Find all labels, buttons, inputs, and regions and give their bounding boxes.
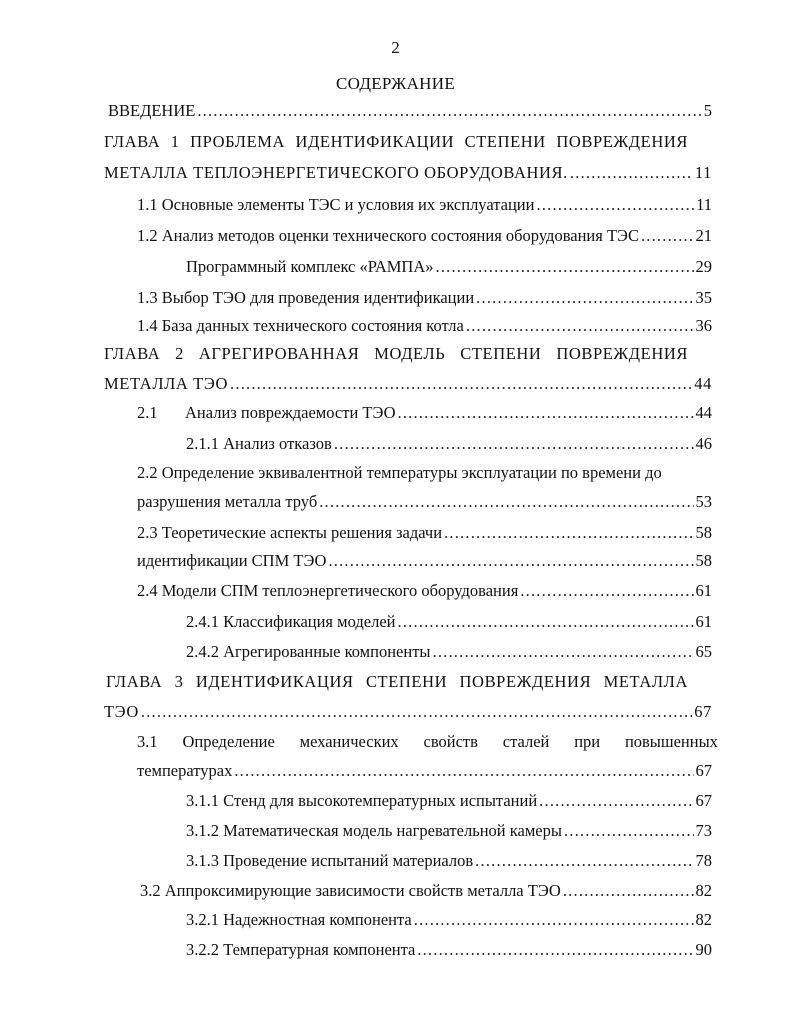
- leader-dots: [466, 315, 694, 337]
- toc-entry: [137, 491, 712, 513]
- toc-entry: [186, 611, 712, 633]
- toc-entry-text: 1.1 Основные элементы ТЭС и условия их эксплуатации: [137, 195, 535, 214]
- toc-entry-text: МЕТАЛЛА ТЭО: [104, 374, 229, 393]
- toc-entry: [108, 100, 712, 122]
- toc-entry-page: 67: [695, 761, 712, 780]
- toc-entry: [186, 641, 712, 663]
- word: повышенных: [624, 732, 718, 751]
- leader-dots: [319, 491, 693, 513]
- toc-entry-page: 11: [694, 163, 712, 182]
- word: СТЕПЕНИ: [464, 132, 546, 151]
- leader-dots: [397, 611, 693, 633]
- toc-entry-text: разрушения металла труб: [137, 492, 318, 511]
- toc-entry-text: 2.3 Теоретические аспекты решения задачи: [137, 523, 443, 542]
- toc-title: СОДЕРЖАНИЕ: [335, 74, 456, 93]
- word: ПРОБЛЕМА: [190, 132, 286, 151]
- leader-dots: [436, 256, 694, 278]
- word: СТЕПЕНИ: [460, 344, 542, 363]
- leader-dots: [475, 850, 693, 872]
- toc-entry-page: 61: [695, 581, 712, 600]
- word: МЕТАЛЛА: [603, 672, 688, 691]
- leader-dots: [197, 100, 701, 122]
- toc-entry-page: 44: [695, 403, 712, 422]
- word: механических: [299, 732, 399, 751]
- toc-entry-text: 2.4.2 Агрегированные компоненты: [186, 642, 431, 661]
- word: 3.1: [137, 732, 158, 751]
- toc-entry-text: 3.1.1 Стенд для высокотемпературных испытаний: [186, 791, 538, 810]
- leader-dots: [334, 433, 694, 455]
- word: 1: [170, 132, 180, 151]
- word: ПОВРЕЖДЕНИЯ: [556, 132, 688, 151]
- word: ПОВРЕЖДЕНИЯ: [556, 344, 688, 363]
- toc-entry-text: 1.4 База данных технического состояния котла: [137, 316, 464, 335]
- toc-entry-page: 46: [695, 434, 712, 453]
- chapter-heading-line: [104, 131, 688, 153]
- toc-entry-page: 58: [695, 523, 712, 542]
- toc-entry-page: 58: [695, 551, 712, 570]
- leader-dots: [563, 880, 694, 902]
- toc-entry-page: 44: [694, 374, 712, 393]
- leader-dots: [398, 402, 694, 424]
- toc-entry-number: 2.1: [137, 403, 158, 422]
- toc-entry: [137, 225, 712, 247]
- toc-entry-text: 3.2 Аппроксимирующие зависимости свойств металла ТЭО: [140, 881, 561, 900]
- toc-entry: [137, 522, 712, 544]
- leader-dots: [417, 939, 693, 961]
- toc-entry-page: 5: [703, 101, 712, 120]
- toc-entry: [186, 820, 712, 842]
- leader-dots: [539, 790, 693, 812]
- toc-entry-page: 67: [695, 791, 712, 810]
- toc-entry-text: 2.4.1 Классификация моделей: [186, 612, 396, 631]
- toc-entry: [104, 373, 712, 395]
- word: МОДЕЛЬ: [374, 344, 446, 363]
- toc-entry: [137, 580, 712, 602]
- toc-entry-text: ТЭО: [104, 702, 139, 721]
- leader-dots: [234, 760, 693, 782]
- toc-entry-text: 3.2.2 Температурная компонента: [186, 940, 416, 959]
- toc-entry-text: 3.1.3 Проведение испытаний материалов: [186, 851, 474, 870]
- toc-entry: [186, 939, 712, 961]
- toc-entry-text: идентификации СПМ ТЭО: [137, 551, 327, 570]
- toc-entry: [140, 880, 712, 902]
- word: ГЛАВА: [104, 344, 161, 363]
- toc-entry: [186, 256, 712, 278]
- toc-entry-page: 35: [695, 288, 712, 307]
- toc-entry: [186, 909, 712, 931]
- word: сталей: [502, 732, 550, 751]
- word: 2: [175, 344, 185, 363]
- toc-entry-page: 29: [695, 257, 712, 276]
- word: свойств: [423, 732, 478, 751]
- toc-entry: [186, 790, 712, 812]
- toc-entry: [137, 194, 712, 216]
- toc-entry-page: 78: [695, 851, 712, 870]
- leader-dots: [328, 550, 693, 572]
- toc-entry: [137, 287, 712, 309]
- toc-entry-text: 2.2 Определение эквивалентной температуры эксплуатации по времени до: [137, 463, 662, 482]
- chapter-heading-line: [104, 343, 688, 365]
- toc-entry-text: 1.2 Анализ методов оценки технического состояния оборудования ТЭС: [137, 226, 639, 245]
- toc-entry-text: 1.3 Выбор ТЭО для проведения идентификации: [137, 288, 475, 307]
- toc-entry-text: ВВЕДЕНИЕ: [108, 101, 196, 120]
- toc-entry-page: 82: [695, 881, 712, 900]
- toc-entry-page: 53: [695, 492, 712, 511]
- chapter-heading-line: [106, 671, 688, 693]
- toc-entry: [137, 550, 712, 572]
- toc-entry-page: 67: [694, 702, 712, 721]
- leader-dots: [444, 522, 693, 544]
- toc-entry-text: 2.4 Модели СПМ теплоэнергетического оборудования: [137, 581, 519, 600]
- toc-entry: [137, 402, 712, 424]
- word: ИДЕНТИФИКАЦИЯ: [195, 672, 354, 691]
- leader-dots: [141, 701, 692, 723]
- word: ИДЕНТИФИКАЦИИ: [295, 132, 455, 151]
- toc-entry-page: 73: [695, 821, 712, 840]
- toc-entry-text: Программный комплекс «РАМПА»: [186, 257, 434, 276]
- toc-entry: [186, 433, 712, 455]
- toc-entry-text: 3.2.1 Надежностная компонента: [186, 910, 412, 929]
- word: при: [574, 732, 601, 751]
- toc-entry-page: 90: [695, 940, 712, 959]
- toc-entry-page: 36: [695, 316, 712, 335]
- toc-entry: [137, 760, 712, 782]
- toc-entry-text: Анализ повреждаемости ТЭО: [185, 403, 396, 422]
- toc-entry-page: 82: [695, 910, 712, 929]
- page-number: 2: [391, 38, 400, 57]
- leader-dots: [476, 287, 693, 309]
- leader-dots: [414, 909, 694, 931]
- toc-entry-page: 11: [696, 195, 712, 214]
- toc-entry: [104, 162, 712, 184]
- toc-entry-text: 2.1.1 Анализ отказов: [186, 434, 332, 453]
- leader-dots: [230, 373, 692, 395]
- word: АГРЕГИРОВАННАЯ: [198, 344, 360, 363]
- word: ГЛАВА: [106, 672, 163, 691]
- leader-dots: [570, 162, 693, 184]
- word: Определение: [182, 732, 275, 751]
- leader-dots: [433, 641, 694, 663]
- toc-entry-text: температурах: [137, 761, 233, 780]
- toc-entry: [137, 315, 712, 337]
- toc-entry-text: МЕТАЛЛА ТЕПЛОЭНЕРГЕТИЧЕСКОГО ОБОРУДОВАНИЯ.: [104, 163, 568, 182]
- word: 3: [174, 672, 184, 691]
- leader-dots: [520, 580, 693, 602]
- leader-dots: [536, 194, 694, 216]
- toc-entry-text: 3.1.2 Математическая модель нагревательной камеры: [186, 821, 562, 840]
- toc-entry-page: 21: [695, 226, 712, 245]
- toc-entry-page: 65: [695, 642, 712, 661]
- toc-entry: [186, 850, 712, 872]
- toc-entry-page: 61: [695, 612, 712, 631]
- word: ПОВРЕЖДЕНИЯ: [459, 672, 592, 691]
- toc-entry-text-line: [137, 731, 718, 753]
- leader-dots: [641, 225, 694, 247]
- toc-entry: [104, 701, 712, 723]
- word: СТЕПЕНИ: [365, 672, 448, 691]
- leader-dots: [564, 820, 694, 842]
- word: ГЛАВА: [104, 132, 161, 151]
